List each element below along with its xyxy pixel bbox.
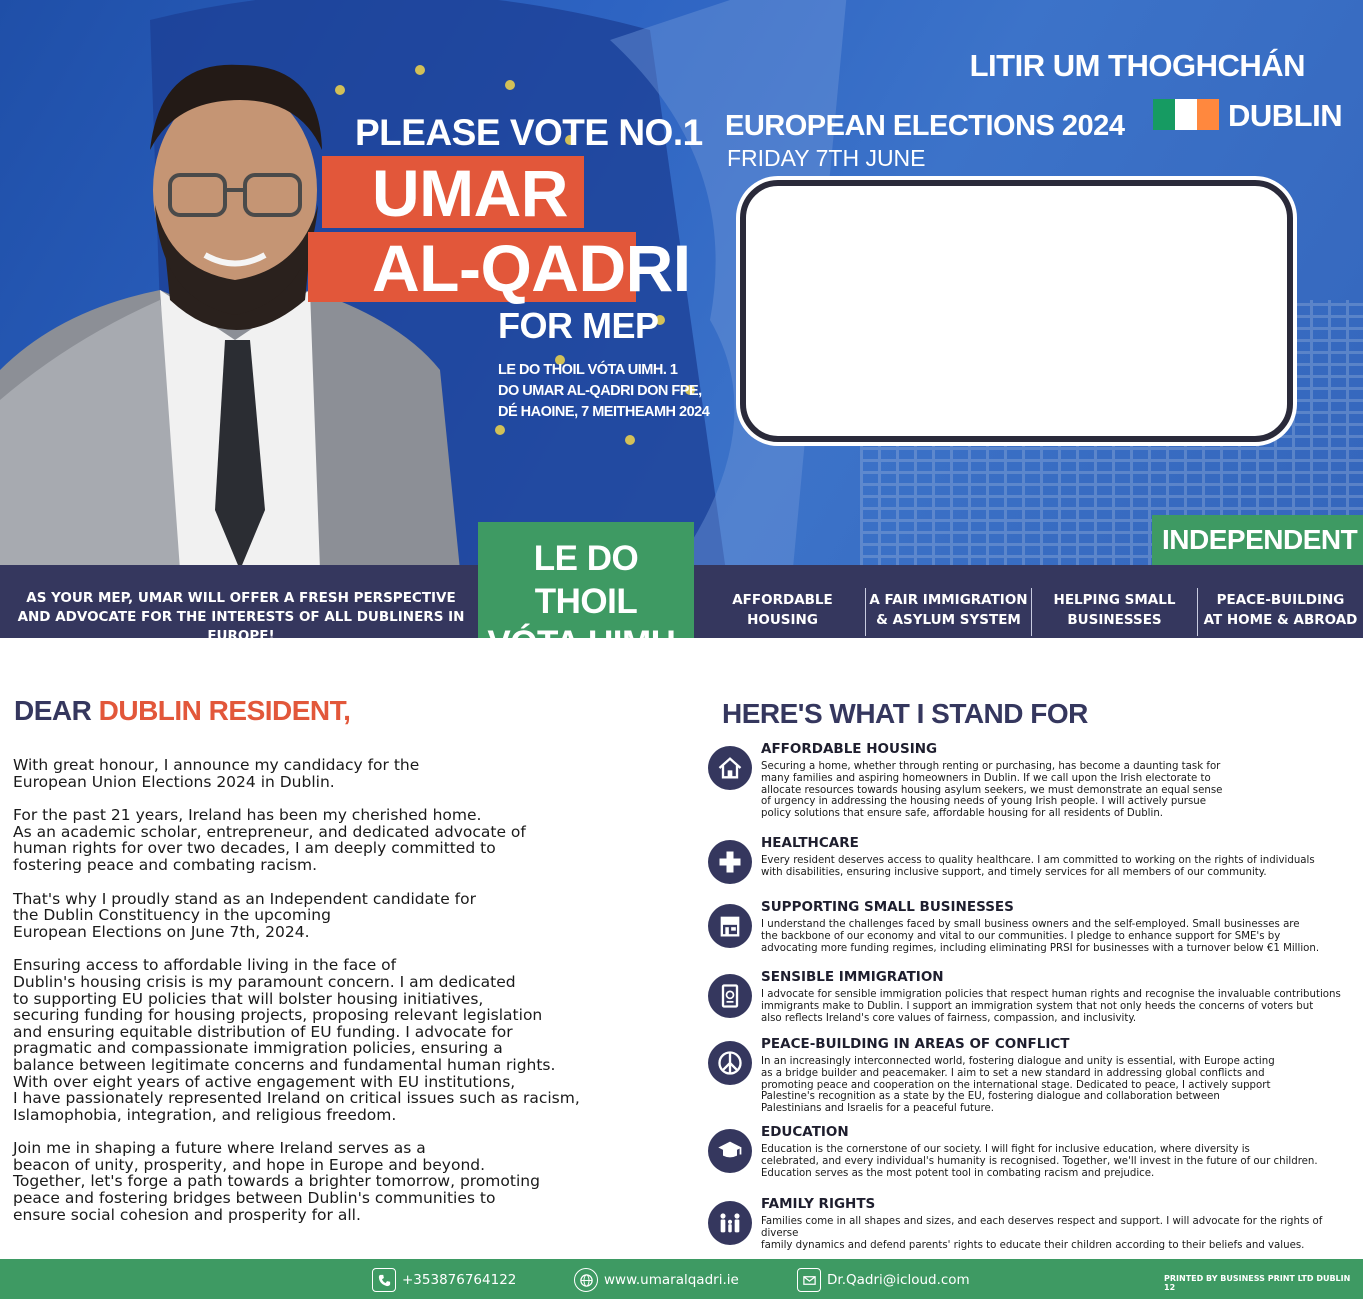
issue-item <box>1197 588 1363 636</box>
issue-line: & ASYLUM SYSTEM <box>876 612 1021 629</box>
issue-line: AFFORDABLE <box>732 592 833 608</box>
election-date: FRIDAY 7TH JUNE <box>727 145 926 171</box>
phone-icon <box>372 1268 396 1292</box>
peace-icon <box>708 1041 752 1085</box>
item-heading: HEALTHCARE <box>761 835 859 851</box>
issue-item <box>865 588 1031 636</box>
election-title: EUROPEAN ELECTIONS 2024 <box>725 110 1125 142</box>
address-window <box>740 180 1293 442</box>
item-body: Securing a home, whether through renting or purchasing, has become a daunting task for many families and aspiring homeowners in Dublin. If we call upon the Irish electorate to allocate resources towards housing asylum seekers, we must demonstrate an equal sense of urgency in addressing the housing needs of young Irish people. I will actively pursue policy solutions that ensure safe, affordable housing for all residents of Dublin. <box>761 761 1223 820</box>
letter-paragraph: For the past 21 years, Ireland has been my cherished home. As an academic scholar, entrepreneur, and dedicated advocate of human rights for over two decades, I am deeply committed to fostering peace and combating racism. <box>13 806 526 874</box>
email-contact[interactable] <box>797 1268 970 1292</box>
item-heading: SUPPORTING SMALL BUSINESSES <box>761 899 1014 915</box>
issue-line: BUSINESSES <box>1067 612 1162 629</box>
independent-badge: INDEPENDENT <box>1152 515 1363 565</box>
letter-body <box>13 757 603 1240</box>
issue-line: HOUSING <box>747 612 818 629</box>
globe-icon <box>574 1268 598 1292</box>
website-contact[interactable] <box>574 1268 739 1292</box>
item-body: I understand the challenges faced by small business owners and the self-employed. Small businesses are the backbone of our economy and vital to our communities. I pledge to enhance support for SME's by advocating more funding regimes, including eliminating PRSI for businesses with a turnover below €1 Million. <box>761 919 1320 954</box>
vote-line: VÓTA UIMH. 1 <box>487 624 685 707</box>
letter-paragraph: With great honour, I announce my candidacy for the European Union Elections 2024 in Dublin. <box>13 756 420 791</box>
passport-icon <box>708 974 752 1018</box>
stand-for-title: HERE'S WHAT I STAND FOR <box>722 698 1088 729</box>
phone-contact[interactable] <box>372 1268 516 1292</box>
irish-vote-text <box>498 360 709 423</box>
item-heading: AFFORDABLE HOUSING <box>761 741 938 757</box>
candidate-first-name: UMAR <box>372 156 568 230</box>
item-body: Education is the cornerstone of our society. I will fight for inclusive education, where diversity is celebrated, and every individual's humanity is recognised. Together, we'll invest in the future of our children. Education serves as the most potent tool in combating racism and prejudice. <box>761 1144 1318 1179</box>
issue-item <box>700 588 865 636</box>
letter-paragraph: That's why I proudly stand as an Independent candidate for the Dublin Constituency in the upcoming European Elections on June 7th, 2024. <box>13 889 476 941</box>
item-heading: PEACE-BUILDING IN AREAS OF CONFLICT <box>761 1036 1070 1052</box>
issue-line: A FAIR IMMIGRATION <box>869 592 1028 608</box>
issue-item <box>1031 588 1197 636</box>
issues-list <box>700 588 1363 636</box>
letter-paragraph: Join me in shaping a future where Ireland serves as a beacon of unity, prosperity, and hope in Europe and beyond. Together, let's forge a path towards a brighter tomorrow, promoting peace and fostering bridges between Dublin's communities to ensure social cohesion and prosperity for all. <box>13 1139 540 1224</box>
shop-icon <box>708 904 752 948</box>
for-mep-label: FOR MEP <box>498 305 659 346</box>
letter-greeting <box>14 695 350 727</box>
irish-flag-icon <box>1153 99 1219 130</box>
vote-line: LE DO THOIL <box>533 539 639 621</box>
house-icon <box>708 746 752 790</box>
greeting-highlight: DUBLIN RESIDENT, <box>98 695 351 726</box>
email-address[interactable]: Dr.Qadri@icloud.com <box>827 1272 970 1288</box>
litir-heading: LITIR UM THOGHCHÁN <box>969 48 1305 83</box>
greeting-prefix: DEAR <box>14 695 92 726</box>
item-body: I advocate for sensible immigration policies that respect human rights and recognise the invaluable contributions immigrants make to Dublin. I support an immigration system that not only heeds the concerns of voters but also reflects Ireland's core values of fairness, compassion, and inclusivity. <box>761 989 1341 1024</box>
graduation-cap-icon <box>708 1129 752 1173</box>
issue-line: HELPING SMALL <box>1053 592 1176 608</box>
constituency-label: DUBLIN <box>1228 98 1343 133</box>
envelope-icon <box>797 1268 821 1292</box>
candidate-last-name: AL-QADRI <box>372 231 691 305</box>
item-heading: SENSIBLE IMMIGRATION <box>761 969 944 985</box>
family-icon <box>708 1201 752 1245</box>
printer-credit: PRINTED BY BUSINESS PRINT LTD DUBLIN 12 <box>1164 1274 1351 1292</box>
item-body: Every resident deserves access to quality healthcare. I am committed to working on the rights of individuals with disabilities, ensuring inclusive support, and timely services for all members of our community. <box>761 855 1315 878</box>
item-body: In an increasingly interconnected world, fostering dialogue and unity is essential, with Europe acting as a bridge builder and peacemaker. I aim to set a new standard in addressing global conflicts and promoting peace and cooperation on the international stage. Dedicated to peace, I actively support Palestine's recognition as a state by the EU, fostering dialogue and collaboration between Palestinians and Israelis for a peaceful future. <box>761 1056 1275 1115</box>
item-heading: EDUCATION <box>761 1124 849 1140</box>
website-link[interactable]: www.umaralqadri.ie <box>604 1272 739 1288</box>
irish-line: LE DO THOIL VÓTA UIMH. 1 <box>498 362 678 378</box>
vote-box-text <box>478 538 694 709</box>
letter-paragraph: Ensuring access to affordable living in the face of Dublin's housing crisis is my paramount concern. I am dedicated to supporting EU policies that will bolster housing initiatives, securing funding for housing projects, proposing relevant legislation and ensuring equitable distribution of EU funding. I advocate for pragmatic and compassionate immigration policies, ensuring a balance between legitimate concerns and fundamental human rights. With over eight years of active engagement with EU institutions, I have passionately represented Ireland on critical issues such as racism, Islamophobia, integration, and religious freedom. <box>13 956 580 1124</box>
issue-line: AT HOME & ABROAD <box>1203 612 1358 629</box>
irish-line: DÉ HAOINE, 7 MEITHEAMH 2024 <box>498 404 710 421</box>
please-vote-heading: PLEASE VOTE NO.1 <box>355 112 703 153</box>
phone-number: +353876764122 <box>402 1272 517 1288</box>
item-heading: FAMILY RIGHTS <box>761 1196 876 1212</box>
slogan-text: AS YOUR MEP, UMAR WILL OFFER A FRESH PERSPECTIVE AND ADVOCATE FOR THE INTERESTS OF ALL DUBLINERS IN EUROPE! <box>17 590 465 644</box>
plus-icon <box>708 840 752 884</box>
irish-line: DO UMAR AL-QADRI DON FPE, <box>498 383 702 400</box>
item-body: Families come in all shapes and sizes, and each deserves respect and support. I will advocate for the rights of diverse family dynamics and defend parents' rights to educate their children according to their beliefs and values. <box>761 1216 1323 1251</box>
issue-line: PEACE-BUILDING <box>1216 592 1345 608</box>
